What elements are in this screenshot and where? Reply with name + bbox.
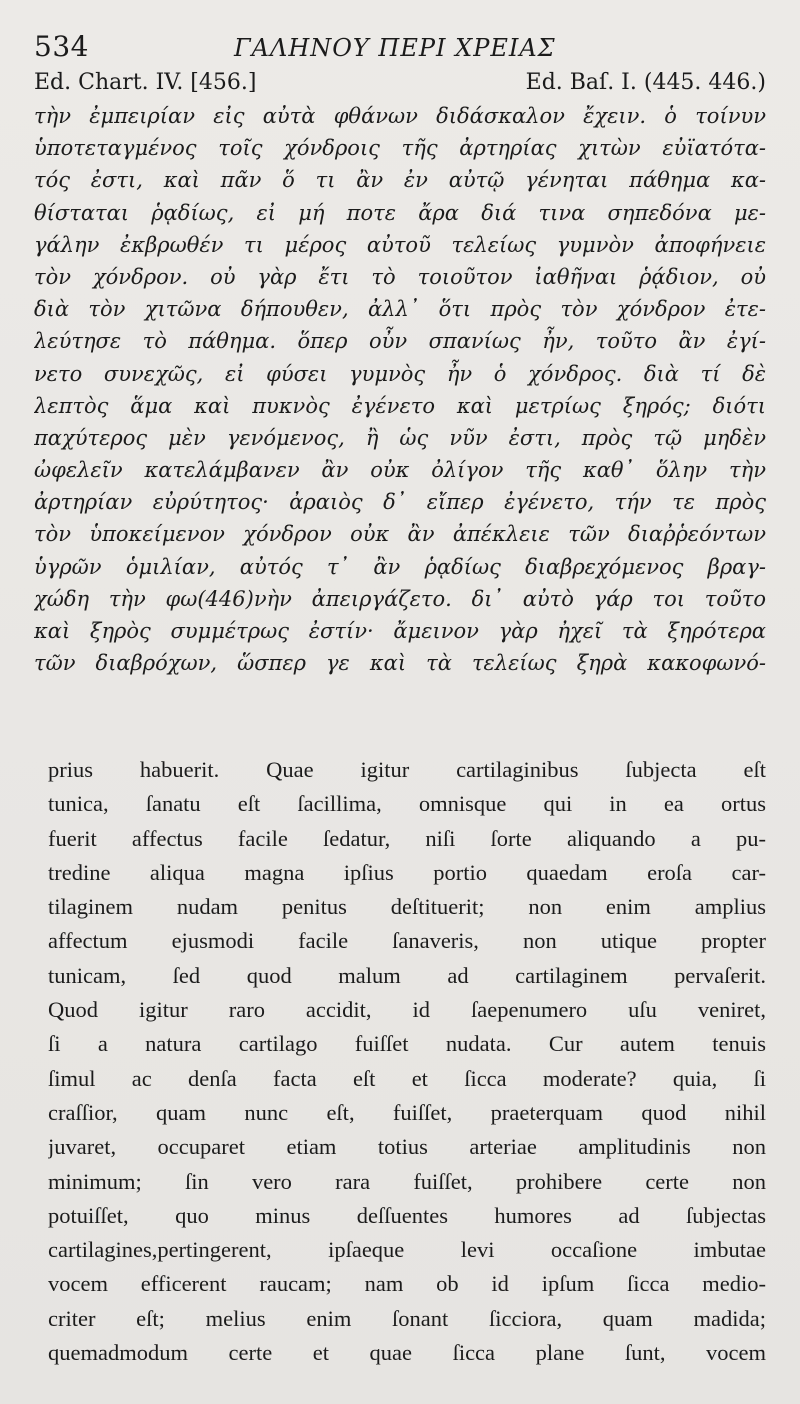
latin-text-line: ſimul ac denſa facta eſt et ſicca moderate? quia, ſi [48,1065,766,1091]
latin-text-block [48,753,766,1370]
greek-text-line: καὶ ξηρὸς συμμέτρως ἐστίν· ἄμεινον γὰρ ἠχεῖ τὰ ξηρότερα [34,619,766,643]
greek-text-line: τὸν ὑποκείμενον χόνδρον οὐκ ἂν ἀπέκλειε τῶν διαῤῥεόντων [34,522,766,547]
greek-text-line: νετο συνεχῶς, εἰ φύσει γυμνὸς ἦν ὁ χόνδρος. διὰ τί δὲ [34,361,766,386]
greek-text-line: λεπτὸς ἅμα καὶ πυκνὸς ἐγένετο καὶ μετρίως ξηρός; διότι [34,393,766,418]
greek-text-line: τός ἐστι, καὶ πᾶν ὅ τι ἂν ἐν αὐτῷ γένηται πάθημα κα- [34,168,766,193]
latin-text-line: Quod igitur raro accidit, id ſaepenumero uſu veniret, [48,997,766,1023]
latin-text-line: quemadmodum certe et quae ſicca plane ſunt, vocem [48,1340,766,1366]
greek-text-line: χώδη τὴν φω(446)νὴν ἀπειργάζετο. δι᾽ αὐτὸ γάρ τοι τοῦτο [34,586,766,611]
latin-text-line: potuiſſet, quo minus deſſuentes humores ad ſubjectas [48,1202,766,1228]
greek-text-line: λεύτησε τὸ πάθημα. ὅπερ οὖν σπανίως ἦν, τοῦτο ἂν ἐγί- [34,329,766,354]
latin-text-line: tunica, ſanatu eſt ſacillima, omnisque qui in ea ortus [48,791,766,817]
greek-text-line: τῶν διαβρόχων, ὥσπερ γε καὶ τὰ τελείως ξηρὰ κακοφωνό- [34,651,766,676]
latin-text-line: juvaret, occuparet etiam totius arteriae amplitudinis non [48,1134,766,1160]
edition-reference-chartier: Ed. Chart. IV. [456.] [34,70,257,95]
latin-text-line: fuerit affectus facile ſedatur, niſi ſorte aliquando a pu- [48,825,766,851]
greek-text-line: παχύτερος μὲν γενόμενος, ἢ ὡς νῦν ἐστι, πρὸς τῷ μηδὲν [34,425,766,450]
running-title: ΓΑΛΗΝΟΥ ΠΕΡΙ ΧΡΕΙΑΣ [234,34,556,62]
latin-text-line: ſi a natura cartilago fuiſſet nudata. Cur autem tenuis [48,1031,766,1057]
edition-reference-basel: Ed. Baſ. I. (445. 446.) [525,70,766,95]
latin-text-line: minimum; ſin vero rara fuiſſet, prohibere certe non [48,1168,766,1194]
latin-text-line: tunicam, ſed quod malum ad cartilaginem pervaſerit. [48,962,766,988]
latin-text-line: cartilagines,pertingerent, ipſaeque levi occaſione imbutae [48,1237,766,1263]
latin-text-line: prius habuerit. Quae igitur cartilaginibus ſubjecta eſt [48,757,766,782]
greek-text-line: τὸν χόνδρον. οὐ γὰρ ἔτι τὸ τοιοῦτον ἰαθῆναι ῥᾴδιον, οὐ [34,264,766,289]
greek-text-line: ὑγρῶν ὁμιλίαν, αὐτός τ᾽ ἂν ῥᾳδίως διαβρεχόμενος βραγ- [34,554,766,579]
page-header [34,30,766,70]
greek-text-line: ὑποτεταγμένος τοῖς χόνδροις τῆς ἀρτηρίας χιτὼν εὐϊατότα- [34,136,766,161]
latin-text-line: affectum ejusmodi facile ſanaveris, non utique propter [48,928,766,954]
latin-text-line: tilaginem nudam penitus deſtituerit; non enim amplius [48,894,766,920]
greek-text-line: γάλην ἐκβρωθέν τι μέρος αὐτοῦ τελείως γυμνὸν ἀποφήνειε [34,232,766,257]
greek-text-line: τὴν ἐμπειρίαν εἰς αὐτὰ φθάνων διδάσκαλον ἔχειν. ὁ τοίνυν [34,104,766,128]
page-number: 534 [34,30,89,63]
greek-text-line: διὰ τὸν χιτῶνα δήπουθεν, ἀλλ᾽ ὅτι πρὸς τὸν χόνδρον ἐτε- [34,297,766,322]
greek-text-line: ὠφελεῖν κατελάμβανεν ἂν οὐκ ὀλίγον τῆς καθ᾽ ὅλην τὴν [34,458,766,483]
edition-reference-line [34,70,766,98]
latin-text-line: criter eſt; melius enim ſonant ſicciora, quam madida; [48,1305,766,1331]
greek-text-line: θίσταται ῥᾳδίως, εἰ μή ποτε ἄρα διά τινα σηπεδόνα με- [34,200,766,225]
greek-text-line: ἀρτηρίαν εὐρύτητος· ἀραιὸς δ᾽ εἴπερ ἐγένετο, τήν τε πρὸς [34,490,766,515]
latin-text-line: tredine aliqua magna ipſius portio quaedam eroſa car- [48,859,766,885]
latin-text-line: craſſior, quam nunc eſt, fuiſſet, praeterquam quod nihil [48,1099,766,1125]
greek-text-block [34,100,766,679]
latin-text-line: vocem efficerent raucam; nam ob id ipſum ſicca medio- [48,1271,766,1297]
